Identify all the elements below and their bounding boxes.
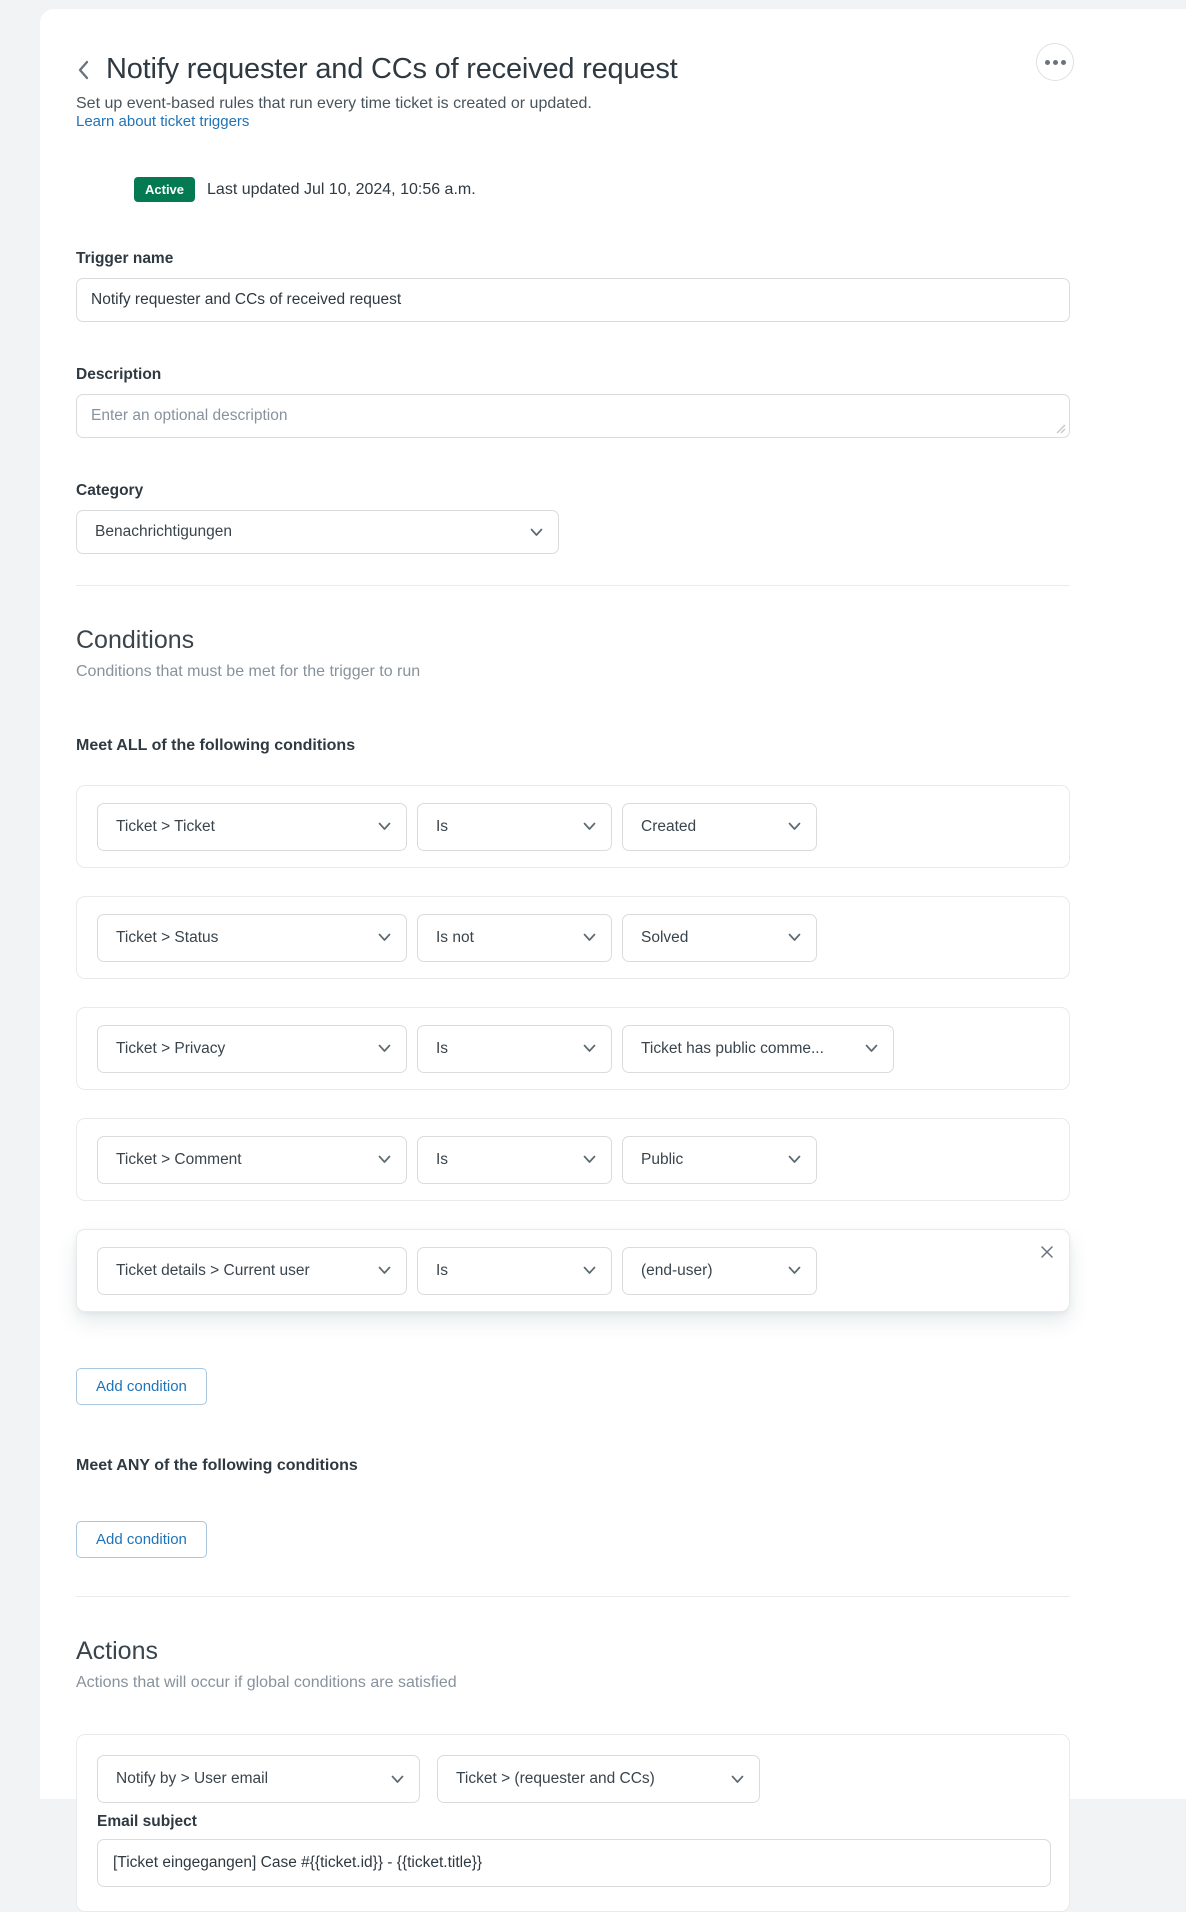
condition-operator-value: Is — [436, 1039, 449, 1057]
condition-field-value: Ticket > Comment — [116, 1150, 242, 1168]
condition-field-dropdown[interactable] — [97, 1136, 407, 1184]
condition-card — [76, 1007, 1070, 1090]
add-condition-button[interactable]: Add condition — [76, 1521, 207, 1558]
condition-value-dropdown[interactable] — [622, 1136, 817, 1184]
meet-all-label: Meet ALL of the following conditions — [76, 737, 356, 754]
chevron-left-icon — [76, 59, 90, 81]
condition-field-dropdown[interactable] — [97, 914, 407, 962]
chevron-down-icon — [731, 1775, 744, 1784]
condition-operator-dropdown[interactable] — [417, 803, 612, 851]
condition-card — [76, 1118, 1070, 1201]
category-label: Category — [76, 482, 144, 499]
chevron-down-icon — [788, 933, 801, 942]
conditions-subheading: Conditions that must be met for the trigger to run — [76, 663, 421, 680]
category-dropdown[interactable] — [76, 510, 559, 554]
condition-operator-dropdown[interactable] — [417, 1136, 612, 1184]
chevron-down-icon — [378, 933, 391, 942]
actions-heading: Actions — [76, 1637, 158, 1665]
condition-value: Ticket has public comme... — [641, 1039, 824, 1057]
condition-field-value: Ticket > Status — [116, 928, 219, 946]
actions-subheading: Actions that will occur if global conditions are satisfied — [76, 1674, 457, 1691]
condition-value: Public — [641, 1150, 684, 1168]
close-icon — [1040, 1245, 1054, 1259]
add-condition-button[interactable]: Add condition — [76, 1368, 207, 1405]
action-field-dropdown[interactable] — [97, 1755, 420, 1803]
ellipsis-icon — [1045, 60, 1050, 65]
page-title: Notify requester and CCs of received request — [106, 53, 678, 85]
email-subject-label: Email subject — [97, 1813, 197, 1830]
section-divider — [76, 1596, 1070, 1597]
trigger-name-label: Trigger name — [76, 250, 174, 267]
condition-value-dropdown[interactable] — [622, 803, 817, 851]
last-updated-text: Last updated Jul 10, 2024, 10:56 a.m. — [207, 180, 476, 198]
chevron-down-icon — [788, 1266, 801, 1275]
email-subject-input[interactable] — [97, 1839, 1051, 1887]
overflow-menu-button[interactable] — [1036, 43, 1074, 81]
chevron-down-icon — [378, 1266, 391, 1275]
condition-value-dropdown[interactable] — [622, 1247, 817, 1295]
chevron-down-icon — [530, 528, 543, 537]
action-card — [76, 1734, 1070, 1912]
condition-operator-value: Is not — [436, 928, 474, 946]
condition-operator-dropdown[interactable] — [417, 1247, 612, 1295]
condition-field-value: Ticket > Privacy — [116, 1039, 226, 1057]
condition-operator-dropdown[interactable] — [417, 1025, 612, 1073]
chevron-down-icon — [788, 1155, 801, 1164]
conditions-heading: Conditions — [76, 626, 195, 654]
main-panel — [40, 9, 1186, 1830]
description-label: Description — [76, 366, 162, 383]
chevron-down-icon — [378, 1155, 391, 1164]
all-conditions-list — [76, 785, 1070, 1312]
condition-value-dropdown[interactable] — [622, 914, 817, 962]
condition-value: Created — [641, 817, 697, 835]
ellipsis-icon — [1053, 60, 1058, 65]
chevron-down-icon — [378, 822, 391, 831]
condition-card — [76, 1229, 1070, 1312]
status-badge: Active — [134, 177, 195, 202]
condition-operator-value: Is — [436, 1150, 449, 1168]
condition-value: Solved — [641, 928, 689, 946]
condition-operator-value: Is — [436, 1261, 449, 1279]
action-value-dropdown[interactable] — [437, 1755, 760, 1803]
chevron-down-icon — [583, 1044, 596, 1053]
condition-field-value: Ticket > Ticket — [116, 817, 215, 835]
chevron-down-icon — [378, 1044, 391, 1053]
back-button[interactable] — [76, 57, 94, 83]
ellipsis-icon — [1061, 60, 1066, 65]
trigger-name-input[interactable] — [76, 278, 1070, 322]
section-divider — [76, 585, 1070, 586]
condition-card — [76, 896, 1070, 979]
chevron-down-icon — [583, 1266, 596, 1275]
chevron-down-icon — [865, 1044, 878, 1053]
condition-value: (end-user) — [641, 1261, 713, 1279]
resize-handle-icon[interactable] — [1056, 424, 1066, 434]
action-field-value: Notify by > User email — [116, 1770, 269, 1787]
description-textarea[interactable] — [76, 394, 1070, 438]
condition-field-value: Ticket details > Current user — [116, 1261, 310, 1279]
condition-operator-dropdown[interactable] — [417, 914, 612, 962]
condition-field-dropdown[interactable] — [97, 803, 407, 851]
learn-about-triggers-link[interactable]: Learn about ticket triggers — [76, 113, 250, 130]
condition-card — [76, 785, 1070, 868]
condition-field-dropdown[interactable] — [97, 1025, 407, 1073]
condition-field-dropdown[interactable] — [97, 1247, 407, 1295]
remove-condition-button[interactable] — [1037, 1242, 1057, 1262]
action-value: Ticket > (requester and CCs) — [456, 1770, 655, 1787]
chevron-down-icon — [583, 1155, 596, 1164]
chevron-down-icon — [583, 933, 596, 942]
category-value: Benachrichtigungen — [95, 523, 233, 540]
page-subtitle: Set up event-based rules that run every time ticket is created or updated. — [76, 95, 592, 112]
chevron-down-icon — [583, 822, 596, 831]
chevron-down-icon — [391, 1775, 404, 1784]
condition-value-dropdown[interactable] — [622, 1025, 894, 1073]
meet-any-label: Meet ANY of the following conditions — [76, 1457, 358, 1474]
condition-operator-value: Is — [436, 817, 449, 835]
chevron-down-icon — [788, 822, 801, 831]
